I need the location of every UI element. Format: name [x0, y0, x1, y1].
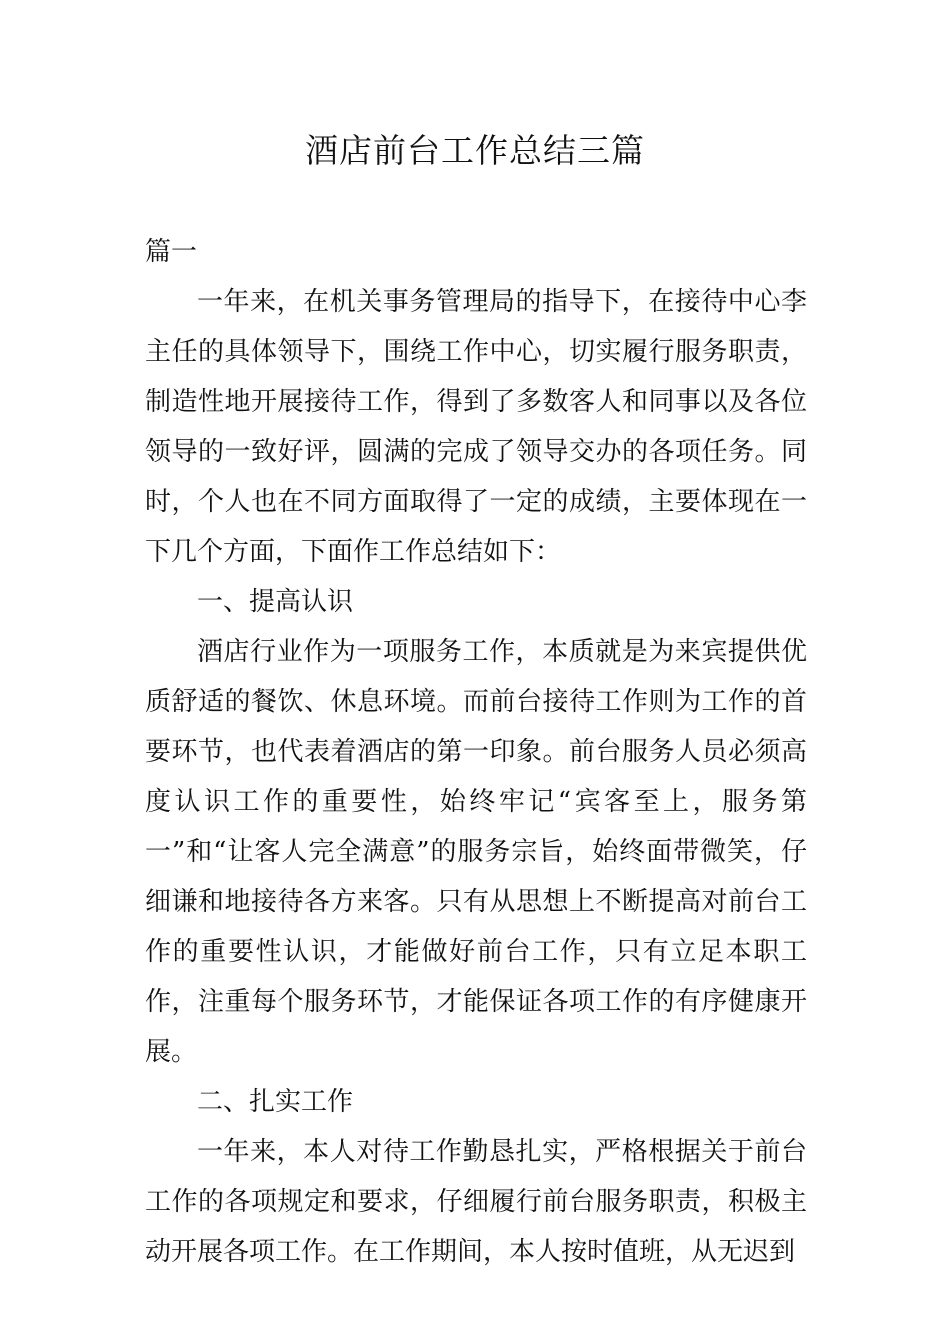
- paragraph-intro: 一年来，在机关事务管理局的指导下，在接待中心李主任的具体领导下，围绕工作中心，切实履行服务职责，制造性地开展接待工作，得到了多数客人和同事以及各位领导的一致好评，圆满的完成了领导交办的各项任务。同时，个人也在不同方面取得了一定的成绩，主要体现在一下几个方面，下面作工作总结如下：: [145, 287, 807, 567]
- document-title: 酒店前台工作总结三篇: [305, 131, 645, 170]
- paragraph-solid-work: 一年来，本人对待工作勤恳扎实，严格根据关于前台工作的各项规定和要求，仔细履行前台服务职责，积极主动开展各项工作。在工作期间，本人按时值班，从无迟到: [145, 1137, 807, 1267]
- section-label: 篇一: [145, 237, 198, 267]
- heading-raise-awareness: 一、提高认识: [197, 587, 354, 617]
- paragraph-awareness: 酒店行业作为一项服务工作，本质就是为来宾提供优质舒适的餐饮、休息环境。而前台接待工作则为工作的首要环节，也代表着酒店的第一印象。前台服务人员必须高度认识工作的重要性，始终牢记“宾客至上，服务第一”和“让客人完全满意”的服务宗旨，始终面带微笑，仔细谦和地接待各方来客。只有从思想上不断提高对前台工作的重要性认识，才能做好前台工作，只有立足本职工作，注重每个服务环节，才能保证各项工作的有序健康开展。: [145, 637, 807, 1067]
- document-body: [145, 227, 807, 1277]
- heading-solid-work: 二、扎实工作: [197, 1087, 354, 1117]
